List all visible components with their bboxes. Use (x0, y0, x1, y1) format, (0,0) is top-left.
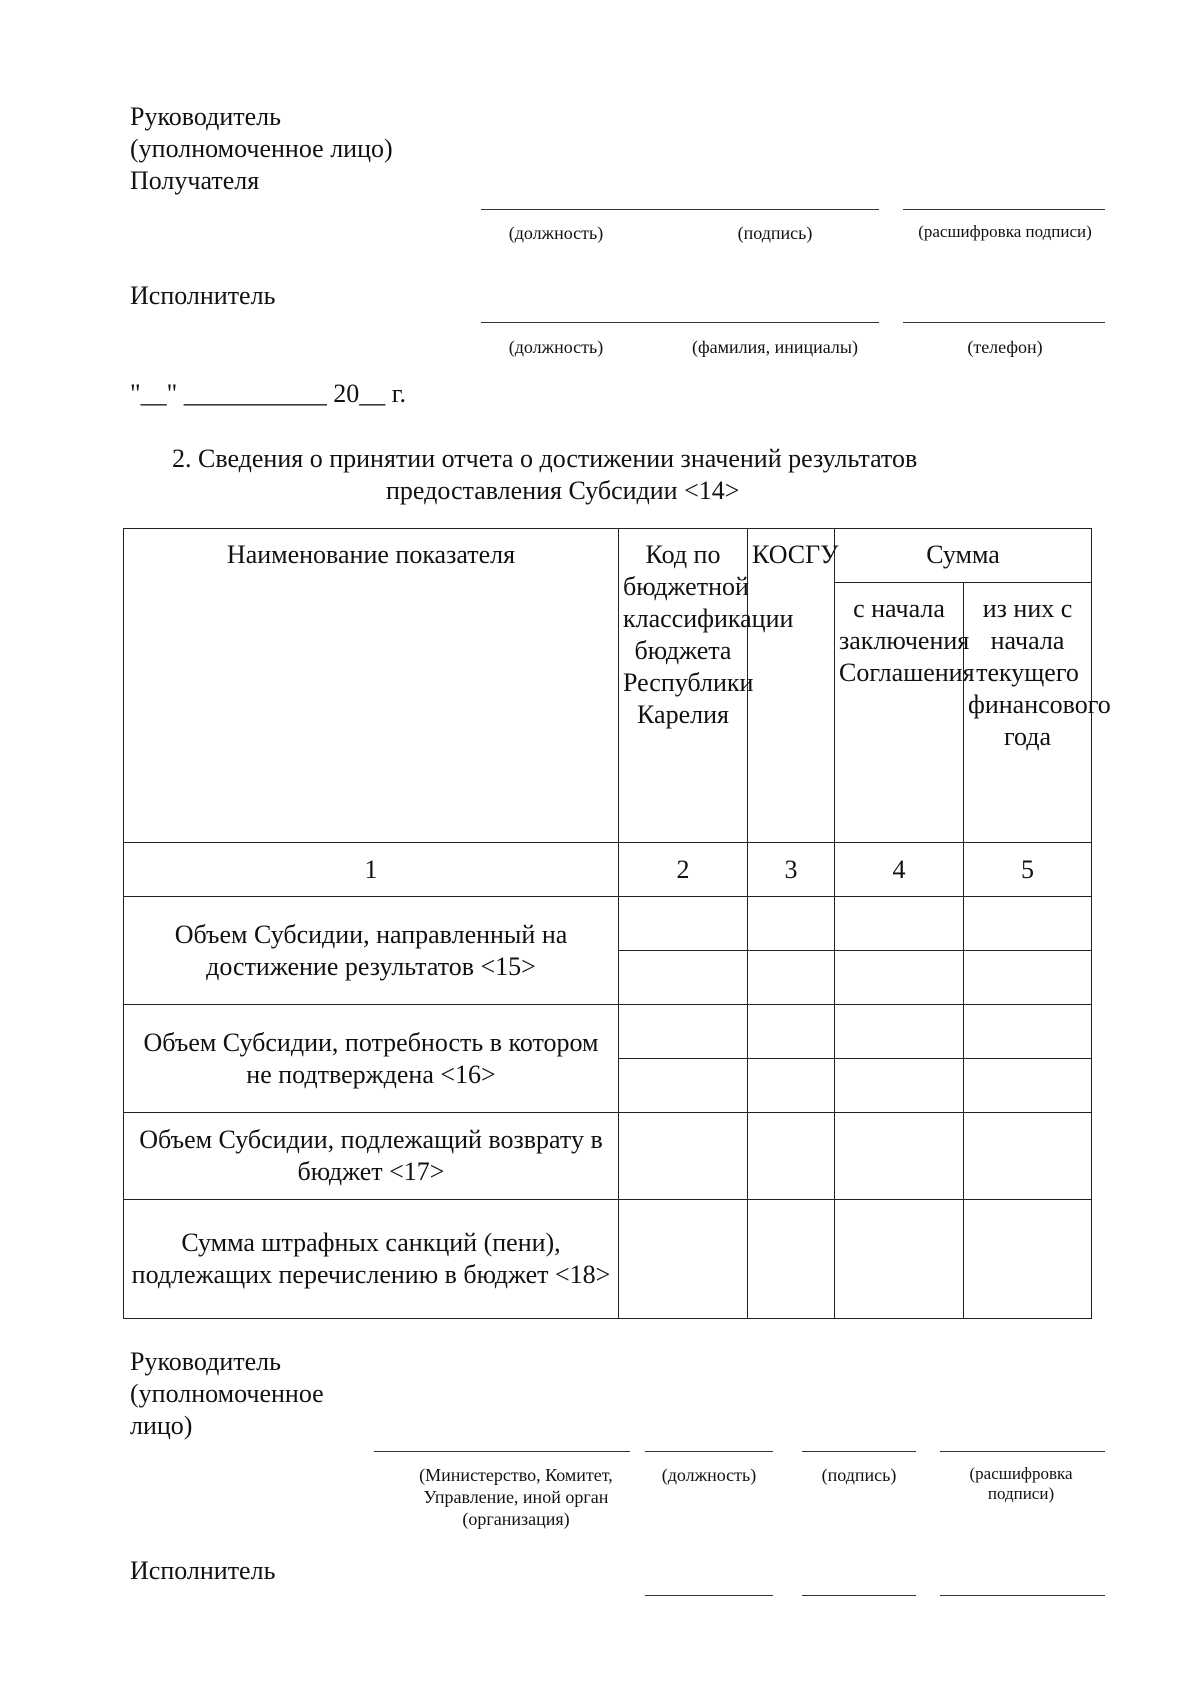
table-cell[interactable] (964, 951, 1092, 1005)
caption-signature-decryption: (расшифровка подписи) (918, 222, 1092, 241)
column-number: 3 (748, 843, 835, 897)
executor-line-position[interactable] (645, 1595, 773, 1596)
table-cell[interactable] (964, 1113, 1092, 1200)
table-cell[interactable] (835, 1059, 964, 1113)
header-kosgu: КОСГУ (748, 529, 835, 843)
column-number: 1 (124, 843, 619, 897)
table-cell[interactable] (748, 1200, 835, 1319)
header-sum: Сумма (835, 529, 1092, 583)
table-cell[interactable] (964, 1200, 1092, 1319)
head-label (130, 101, 393, 197)
column-number: 2 (619, 843, 748, 897)
caption-signature: (подпись) (737, 223, 813, 243)
table-cell[interactable] (835, 897, 964, 951)
table-cell[interactable] (964, 1059, 1092, 1113)
executor-line-phone[interactable] (940, 1595, 1105, 1596)
executor-label: Исполнитель (130, 281, 276, 310)
table-cell[interactable] (964, 1005, 1092, 1059)
header-sum-from-start: с начала заключения Соглашения (835, 583, 964, 843)
section-title (0, 443, 1200, 507)
table-cell[interactable] (748, 1113, 835, 1200)
row-label: Сумма штрафных санкций (пени), подлежащих перечислению в бюджет <18> (124, 1200, 619, 1319)
head-label-line: (уполномоченное (130, 1379, 324, 1408)
table-cell[interactable] (619, 1200, 748, 1319)
table-cell[interactable] (748, 951, 835, 1005)
header-sum-current-year: из них с начала текущего финансового года (964, 583, 1092, 843)
head-label-line: лицо) (130, 1411, 193, 1440)
row-label: Объем Субсидии, потребность в котором не подтверждена <16> (124, 1005, 619, 1113)
table-cell[interactable] (619, 1059, 748, 1113)
signature-line-decryption[interactable] (903, 209, 1105, 210)
signature-line-position-signature[interactable] (481, 209, 879, 210)
column-number: 4 (835, 843, 964, 897)
table-cell[interactable] (619, 897, 748, 951)
head-label-line: (уполномоченное лицо) (130, 134, 393, 163)
table-cell[interactable] (748, 897, 835, 951)
executor-line-name[interactable] (802, 1595, 916, 1596)
row-label: Объем Субсидии, подлежащий возврату в бюджет <17> (124, 1113, 619, 1200)
row-label: Объем Субсидии, направленный на достижение результатов <15> (124, 897, 619, 1005)
executor-label-2: Исполнитель (130, 1556, 276, 1585)
caption-position: (должность) (661, 1465, 757, 1485)
executor-line-phone[interactable] (903, 322, 1105, 323)
results-table (123, 528, 1111, 1319)
section-title-line1: 2. Сведения о принятии отчета о достижении значений результатов (172, 444, 918, 473)
signature-line-signature[interactable] (802, 1451, 916, 1452)
signature-line-position[interactable] (645, 1451, 773, 1452)
head-label-line: Руководитель (130, 102, 281, 131)
signature-line-organization[interactable] (374, 1451, 630, 1452)
table-cell[interactable] (835, 1005, 964, 1059)
head-label-line: Получателя (130, 166, 260, 195)
table-cell[interactable] (835, 951, 964, 1005)
table-cell[interactable] (964, 897, 1092, 951)
column-number: 5 (964, 843, 1092, 897)
executor-line-position-name[interactable] (481, 322, 879, 323)
table-cell[interactable] (619, 1113, 748, 1200)
caption-executor-phone: (телефон) (967, 337, 1043, 357)
caption-signature-decryption: (расшифровка подписи) (969, 1464, 1073, 1503)
caption-signature: (подпись) (821, 1465, 897, 1485)
signature-line-decryption[interactable] (940, 1451, 1105, 1452)
table-cell[interactable] (835, 1113, 964, 1200)
table-cell[interactable] (619, 951, 748, 1005)
caption-position: (должность) (508, 223, 604, 243)
head-label-line: Руководитель (130, 1347, 281, 1376)
table-cell[interactable] (835, 1200, 964, 1319)
header-indicator-name: Наименование показателя (124, 529, 619, 843)
section-title-line2: предоставления Субсидии <14> (386, 476, 740, 505)
caption-executor-name: (фамилия, инициалы) (692, 337, 858, 357)
table-cell[interactable] (748, 1059, 835, 1113)
table-cell[interactable] (748, 1005, 835, 1059)
table-cell[interactable] (619, 1005, 748, 1059)
caption-executor-position: (должность) (508, 337, 604, 357)
head-label-2 (130, 1346, 324, 1442)
header-budget-code: Код по бюджетной классификации бюджета Республики Карелия (619, 529, 748, 843)
caption-organization: (Министерство, Комитет, Управление, иной орган (организация) (419, 1465, 613, 1529)
date-line: "__" ___________ 20__ г. (130, 379, 406, 408)
